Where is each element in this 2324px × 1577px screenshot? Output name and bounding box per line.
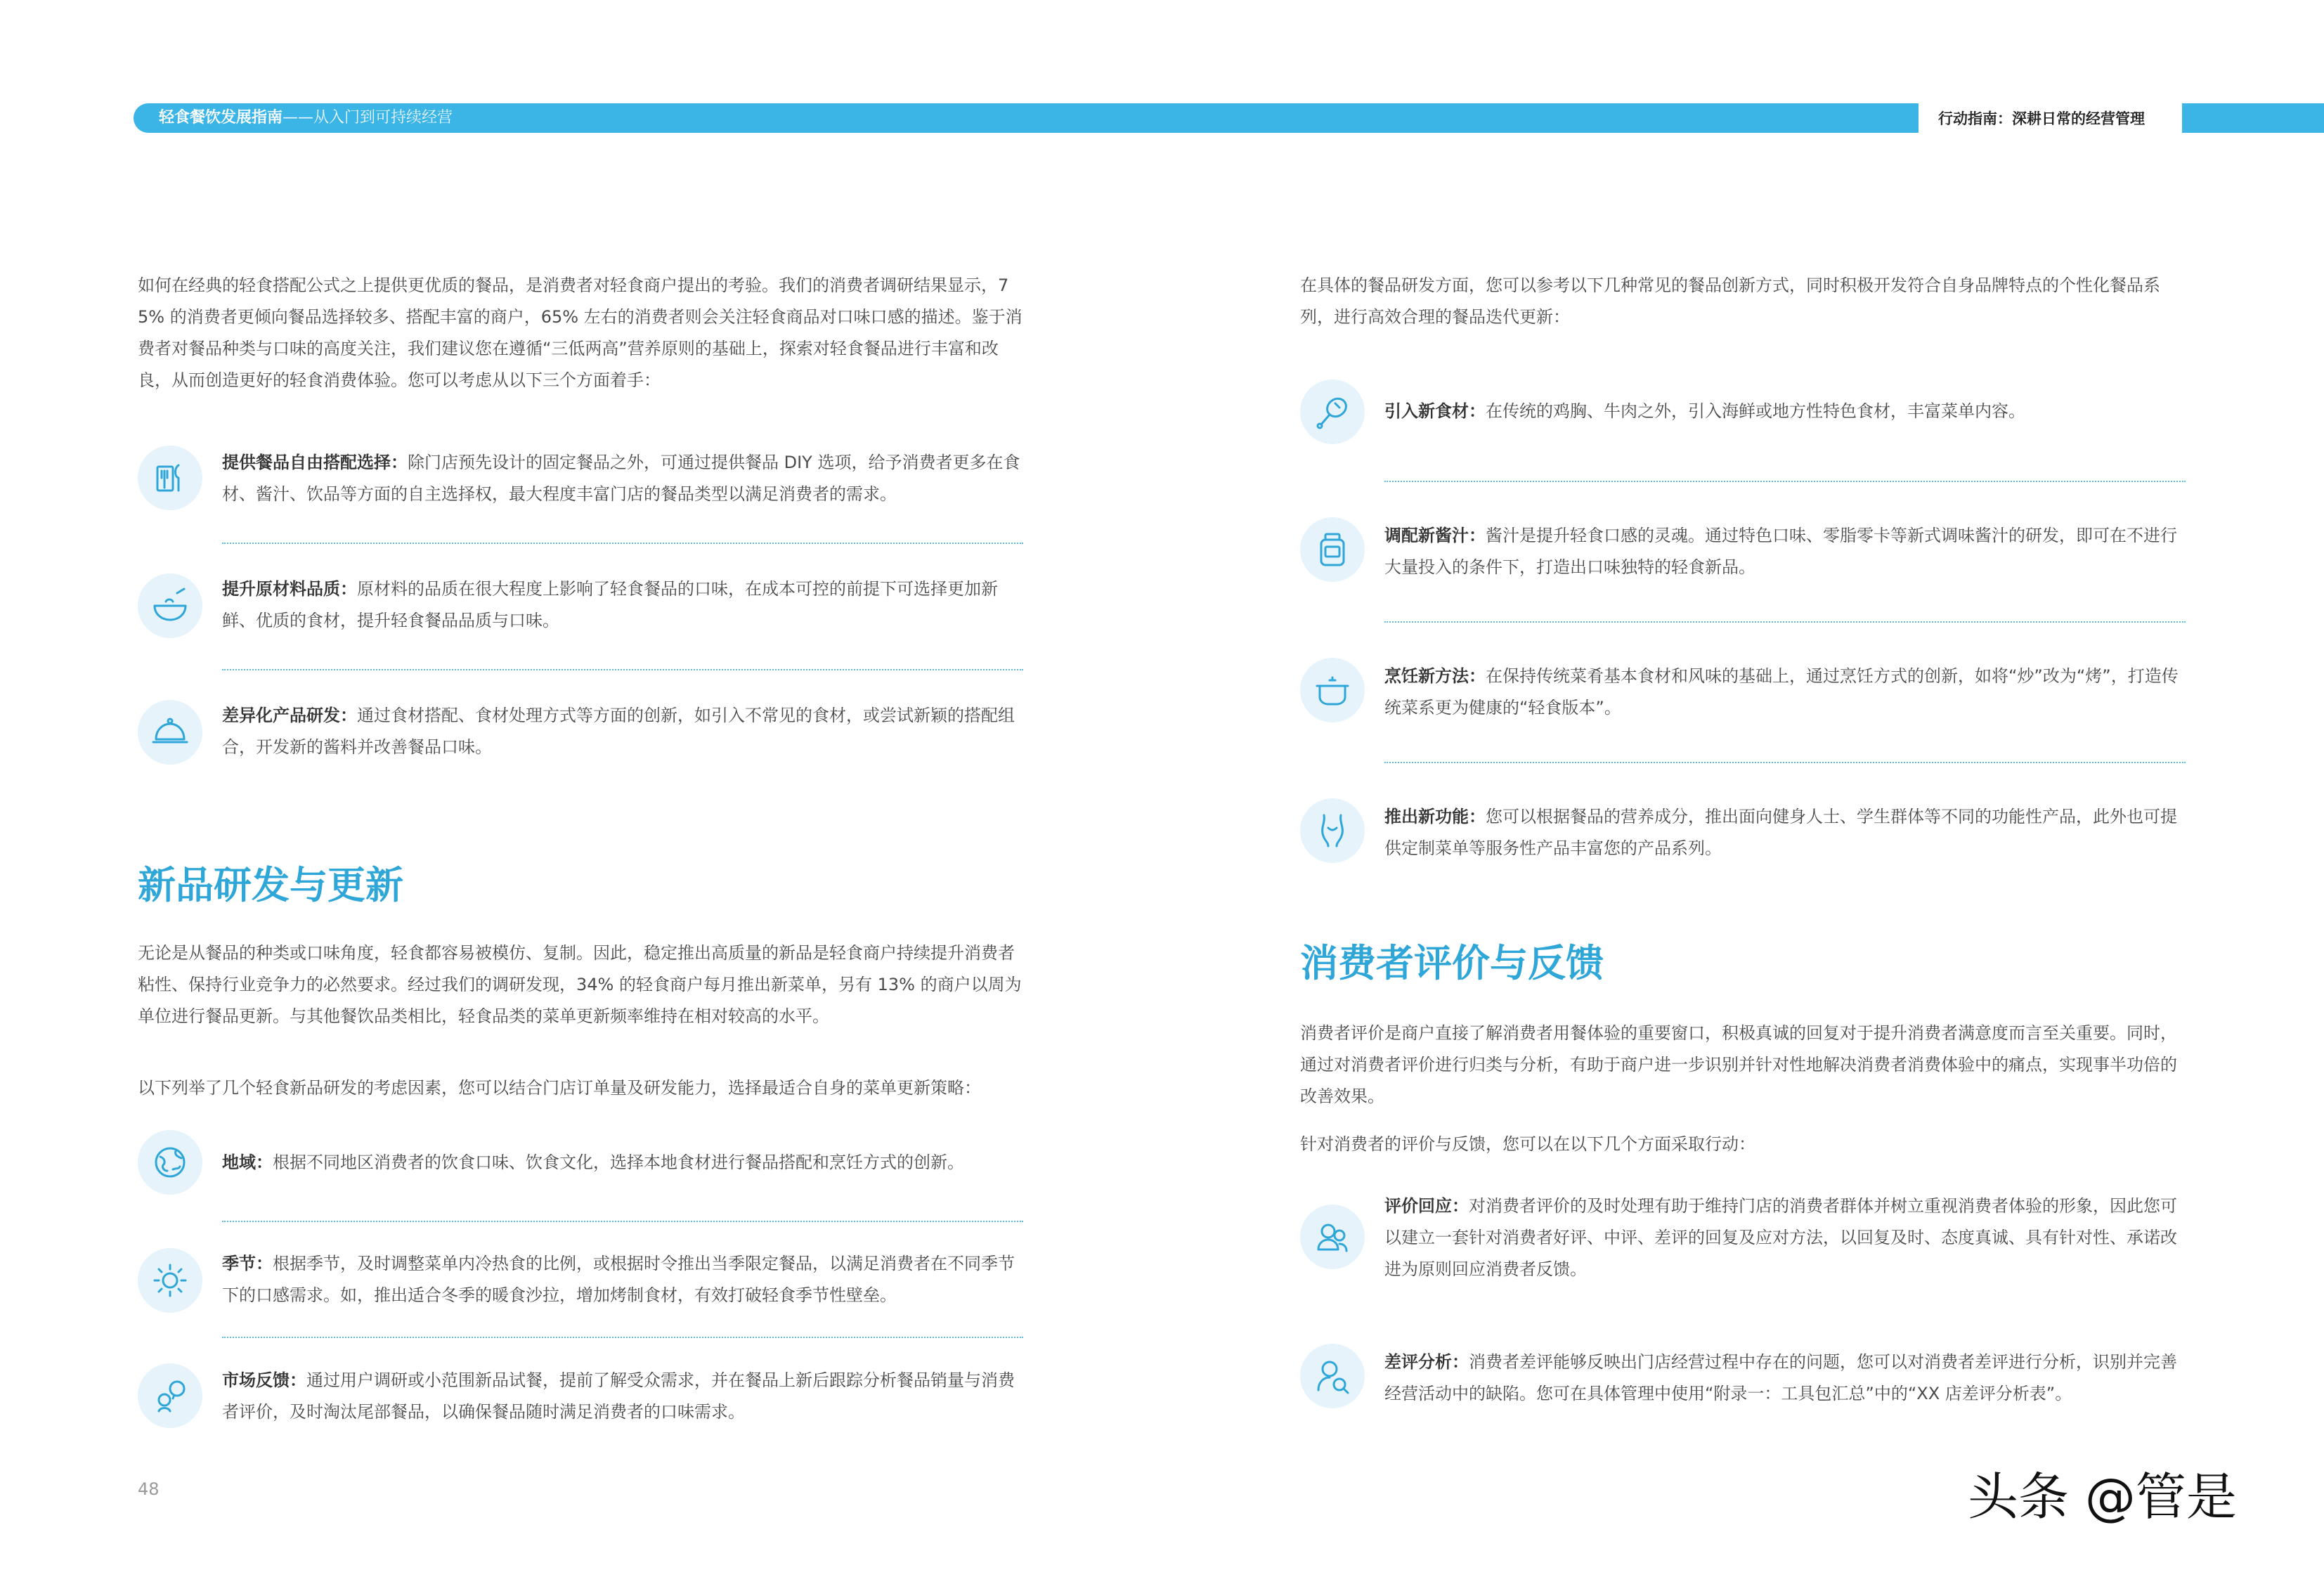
action-respond-title: 评价回应： (1384, 1196, 1469, 1216)
right-item-2 (1384, 520, 2193, 583)
action-analysis-title: 差评分析： (1384, 1352, 1469, 1372)
divider (1384, 621, 2186, 623)
section-heading-new-products: 新品研发与更新 (138, 863, 403, 907)
sauce-jar-icon (1300, 517, 1365, 582)
user-search-icon (1300, 1344, 1365, 1408)
header-banner-right (2182, 103, 2324, 133)
right-para-1: 消费者评价是商户直接了解消费者用餐体验的重要窗口，积极真诚的回复对于提升消费者满意度而言至关重要。同时，通过对消费者评价进行归类与分析，有助于商户进一步识别并针对性地解决消费者消费体验中的痛点，实现事半功倍的改善效果。 (1300, 1023, 2177, 1106)
sun-icon (138, 1248, 202, 1313)
left-item-1-title: 提供餐品自由搭配选择： (222, 453, 408, 472)
divider (222, 543, 1023, 544)
divider (222, 669, 1023, 670)
action-respond (1384, 1190, 2193, 1285)
right-item-2-title: 调配新酱汁： (1384, 526, 1486, 545)
running-title-sub: ——从入门到可持续经营 (283, 109, 453, 126)
factor-region (222, 1147, 1030, 1179)
left-para-1: 无论是从餐品的种类或口味角度，轻食都容易被模仿、复制。因此，稳定推出高质量的新品是轻食商户持续提升消费者粘性、保持行业竞争力的必然要求。经过我们的调研发现，34% 的轻食商户每月推出新菜单，另有 13% 的商户以周为单位进行餐品更新。与其他餐饮品类相比，轻食品类的菜单更新频率维持在相对较高的水平。 (138, 943, 1022, 1026)
left-item-3-text: 通过食材搭配、食材处理方式等方面的创新，如引入不常见的食材，或尝试新颖的搭配组合，开发新的酱料并改善餐品口味。 (222, 706, 1015, 757)
divider (222, 1221, 1023, 1222)
right-item-4-title: 推出新功能： (1384, 807, 1486, 826)
chat-user-icon (138, 1363, 202, 1428)
drumstick-icon (1300, 379, 1365, 444)
factor-season-text: 根据季节，及时调整菜单内冷热食的比例，或根据时令推出当季限定餐品，以满足消费者在不同季节下的口感需求。如，推出适合冬季的暖食沙拉，增加烤制食材，有效打破轻食季节性壁垒。 (222, 1254, 1015, 1305)
right-item-3-text: 在保持传统菜肴基本食材和风味的基础上，通过烹饪方式的创新，如将“炒”改为“烤”，打造传统菜系更为健康的“轻食版本”。 (1384, 666, 2179, 718)
right-item-4-text: 您可以根据餐品的营养成分，推出面向健身人士、学生群体等不同的功能性产品，此外也可提供定制菜单等服务性产品丰富您的产品系列。 (1384, 807, 2177, 858)
right-item-3-title: 烹饪新方法： (1384, 666, 1486, 686)
right-para-2: 针对消费者的评价与反馈，您可以在以下几个方面采取行动： (1300, 1134, 1755, 1154)
section-heading-feedback: 消费者评价与反馈 (1300, 941, 1604, 985)
left-item-1 (222, 447, 1030, 510)
bowl-icon (138, 573, 202, 638)
right-item-1-title: 引入新食材： (1384, 401, 1486, 421)
right-item-4 (1384, 801, 2193, 864)
factor-season (222, 1248, 1030, 1311)
left-item-2 (222, 573, 1030, 637)
left-item-2-title: 提升原材料品质： (222, 579, 357, 599)
left-item-3-title: 差异化产品研发： (222, 706, 357, 725)
header-banner (134, 103, 1919, 133)
running-title-main: 轻食餐饮发展指南 (159, 109, 283, 126)
right-item-2-text: 酱汁是提升轻食口感的灵魂。通过特色口味、零脂零卡等新式调味酱汁的研发，即可在不进行大量投入的条件下，打造出口味独特的轻食新品。 (1384, 526, 2177, 577)
left-item-1-text: 除门店预先设计的固定餐品之外，可通过提供餐品 DIY 选项，给予消费者更多在食材、酱汁、饮品等方面的自主选择权，最大程度丰富门店的餐品类型以满足消费者的需求。 (222, 453, 1020, 504)
utensils-icon (138, 446, 202, 510)
body-icon (1300, 798, 1365, 863)
globe-icon (138, 1130, 202, 1195)
action-analysis-text: 消费者差评能够反映出门店经营过程中存在的问题，您可以对消费者差评进行分析，识别并完善经营活动中的缺陷。您可在具体管理中使用“附录一：工具包汇总”中的“XX 店差评分析表”。 (1384, 1352, 2177, 1403)
section-title: 行动指南：深耕日常的经营管理 (1938, 110, 2145, 127)
left-item-2-text: 原材料的品质在很大程度上影响了轻食餐品的口味，在成本可控的前提下可选择更加新鲜、优质的食材，提升轻食餐品品质与口味。 (222, 579, 998, 630)
divider (1384, 762, 2186, 763)
running-title (159, 108, 453, 129)
factor-market (222, 1365, 1030, 1428)
right-intro: 在具体的餐品研发方面，您可以参考以下几种常见的餐品创新方式，同时积极开发符合自身品牌特点的个性化餐品系列，进行高效合理的餐品迭代更新： (1300, 275, 2160, 327)
divider (1384, 481, 2186, 482)
left-item-3 (222, 700, 1030, 763)
right-item-1-text: 在传统的鸡胸、牛肉之外，引入海鲜或地方性特色食材，丰富菜单内容。 (1486, 401, 2025, 421)
factor-season-title: 季节： (222, 1254, 273, 1273)
factor-region-title: 地域： (222, 1153, 273, 1172)
factor-region-text: 根据不同地区消费者的饮食口味、饮食文化，选择本地食材进行餐品搭配和烹饪方式的创新。 (273, 1153, 964, 1172)
left-para-2: 以下列举了几个轻食新品研发的考虑因素，您可以结合门店订单量及研发能力，选择最适合自身的菜单更新策略： (138, 1078, 981, 1098)
action-respond-text: 对消费者评价的及时处理有助于维持门店的消费者群体并树立重视消费者体验的形象，因此您可以建立一套针对消费者好评、中评、差评的回复及应对方法，以回复及时、态度真诚、具有针对性、承诺改进为原则回应消费者反馈。 (1384, 1196, 2177, 1279)
factor-market-title: 市场反馈： (222, 1370, 306, 1390)
factor-market-text: 通过用户调研或小范围新品试餐，提前了解受众需求，并在餐品上新后跟踪分析餐品销量与消费者评价，及时淘汰尾部餐品，以确保餐品随时满足消费者的口味需求。 (222, 1370, 1015, 1422)
pot-icon (1300, 658, 1365, 722)
right-item-1 (1384, 396, 2193, 427)
cloche-icon (138, 700, 202, 765)
left-intro: 如何在经典的轻食搭配公式之上提供更优质的餐品，是消费者对轻食商户提出的考验。我们的消费者调研结果显示，75% 的消费者更倾向餐品选择较多、搭配丰富的商户，65% 左右的消费者则会关注轻食商品对口味口感的描述。鉴于消费者对餐品种类与口味的高度关注，我们建议您在遵循“三低两高”营养原则的基础上，探索对轻食餐品进行丰富和改良，从而创造更好的轻食消费体验。您可以考虑从以下三个方面着手： (138, 275, 1023, 390)
page-number: 48 (138, 1479, 160, 1499)
users-icon (1300, 1205, 1365, 1269)
divider (222, 1337, 1023, 1338)
watermark: 头条 @管是 (1968, 1467, 2237, 1526)
right-item-3 (1384, 661, 2193, 724)
action-analysis (1384, 1346, 2193, 1410)
